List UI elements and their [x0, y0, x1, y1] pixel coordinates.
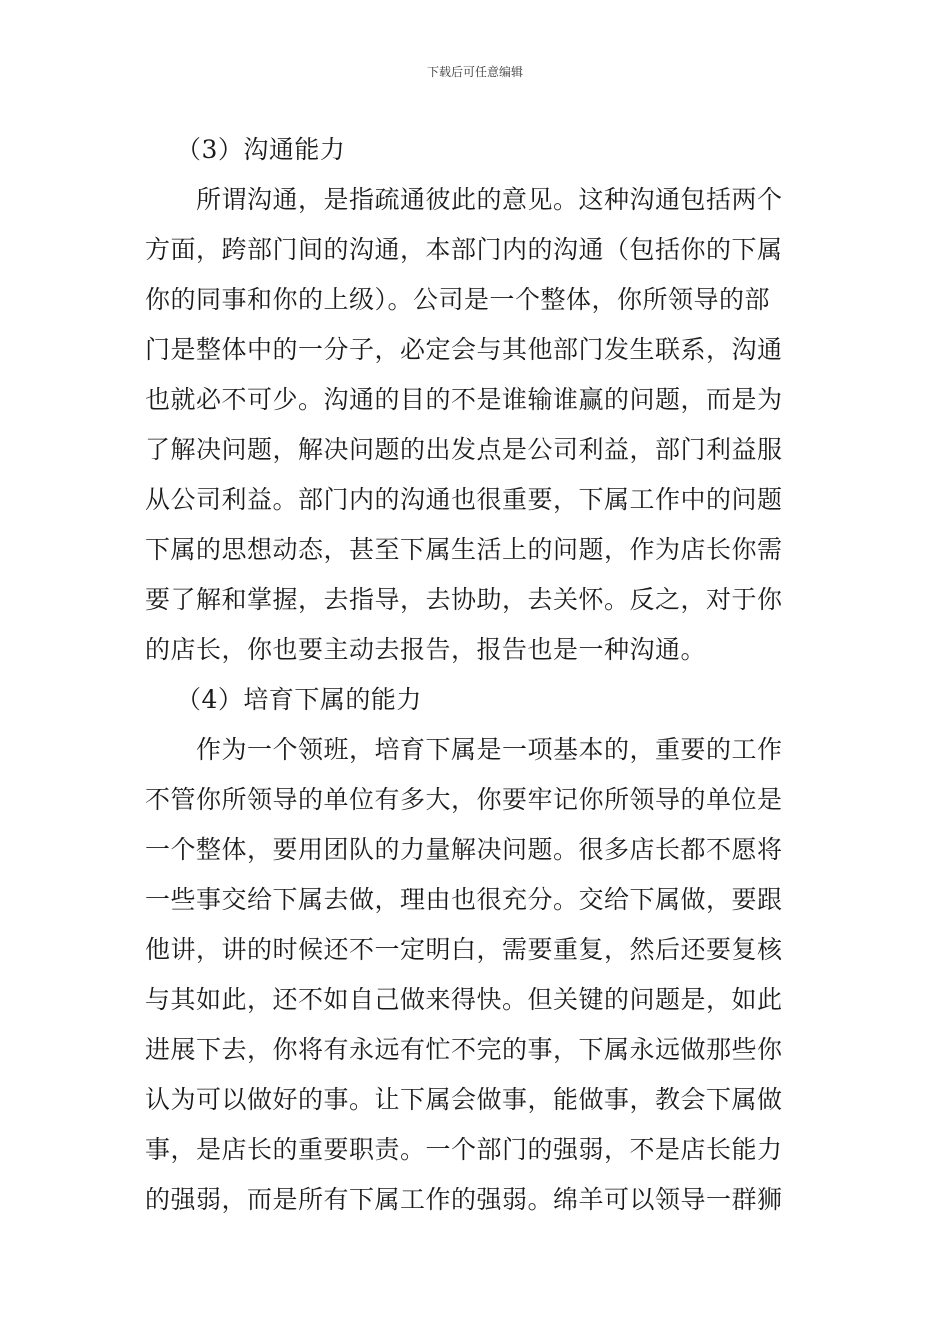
paragraph-line: 要了解和掌握，去指导，去协助，去关怀。反之，对于你 [145, 585, 783, 614]
paragraph-line: 不管你所领导的单位有多大，你要牢记你所领导的单位是 [145, 785, 783, 814]
paragraph-line: 的店长，你也要主动去报告，报告也是一种沟通。 [145, 635, 707, 664]
section-heading-training: （4）培育下属的能力 [176, 685, 422, 714]
section-heading-communication: （3）沟通能力 [176, 135, 346, 164]
paragraph-line: 了解决问题，解决问题的出发点是公司利益，部门利益服 [145, 435, 783, 464]
paragraph-line: 作为一个领班，培育下属是一项基本的，重要的工作 [196, 735, 783, 764]
paragraph-line: 事，是店长的重要职责。一个部门的强弱，不是店长能力 [145, 1135, 783, 1164]
paragraph-line: 门是整体中的一分子，必定会与其他部门发生联系，沟通 [145, 335, 783, 364]
paragraph-line: 认为可以做好的事。让下属会做事，能做事，教会下属做 [145, 1085, 783, 1114]
paragraph-line: 他讲，讲的时候还不一定明白，需要重复，然后还要复核 [145, 935, 783, 964]
paragraph-line: 一些事交给下属去做，理由也很充分。交给下属做，要跟 [145, 885, 783, 914]
paragraph-line: 也就必不可少。沟通的目的不是谁输谁赢的问题，而是为 [145, 385, 783, 414]
paragraph-line: 方面，跨部门间的沟通，本部门内的沟通（包括你的下属 [145, 235, 783, 264]
page-header: 下载后可任意编辑 [426, 65, 523, 79]
paragraph-line: 所谓沟通，是指疏通彼此的意见。这种沟通包括两个 [196, 185, 783, 214]
paragraph-line: 你的同事和你的上级）。公司是一个整体，你所领导的部 [145, 285, 771, 314]
paragraph-line: 与其如此，还不如自己做来得快。但关键的问题是，如此 [145, 985, 783, 1014]
paragraph-line: 从公司利益。部门内的沟通也很重要，下属工作中的问题 [145, 485, 783, 514]
paragraph-line: 的强弱，而是所有下属工作的强弱。绵羊可以领导一群狮 [145, 1185, 783, 1214]
paragraph-line: 进展下去，你将有永远有忙不完的事，下属永远做那些你 [145, 1035, 783, 1064]
paragraph-line: 一个整体，要用团队的力量解决问题。很多店长都不愿将 [145, 835, 783, 864]
paragraph-line: 下属的思想动态，甚至下属生活上的问题，作为店长你需 [145, 535, 783, 564]
